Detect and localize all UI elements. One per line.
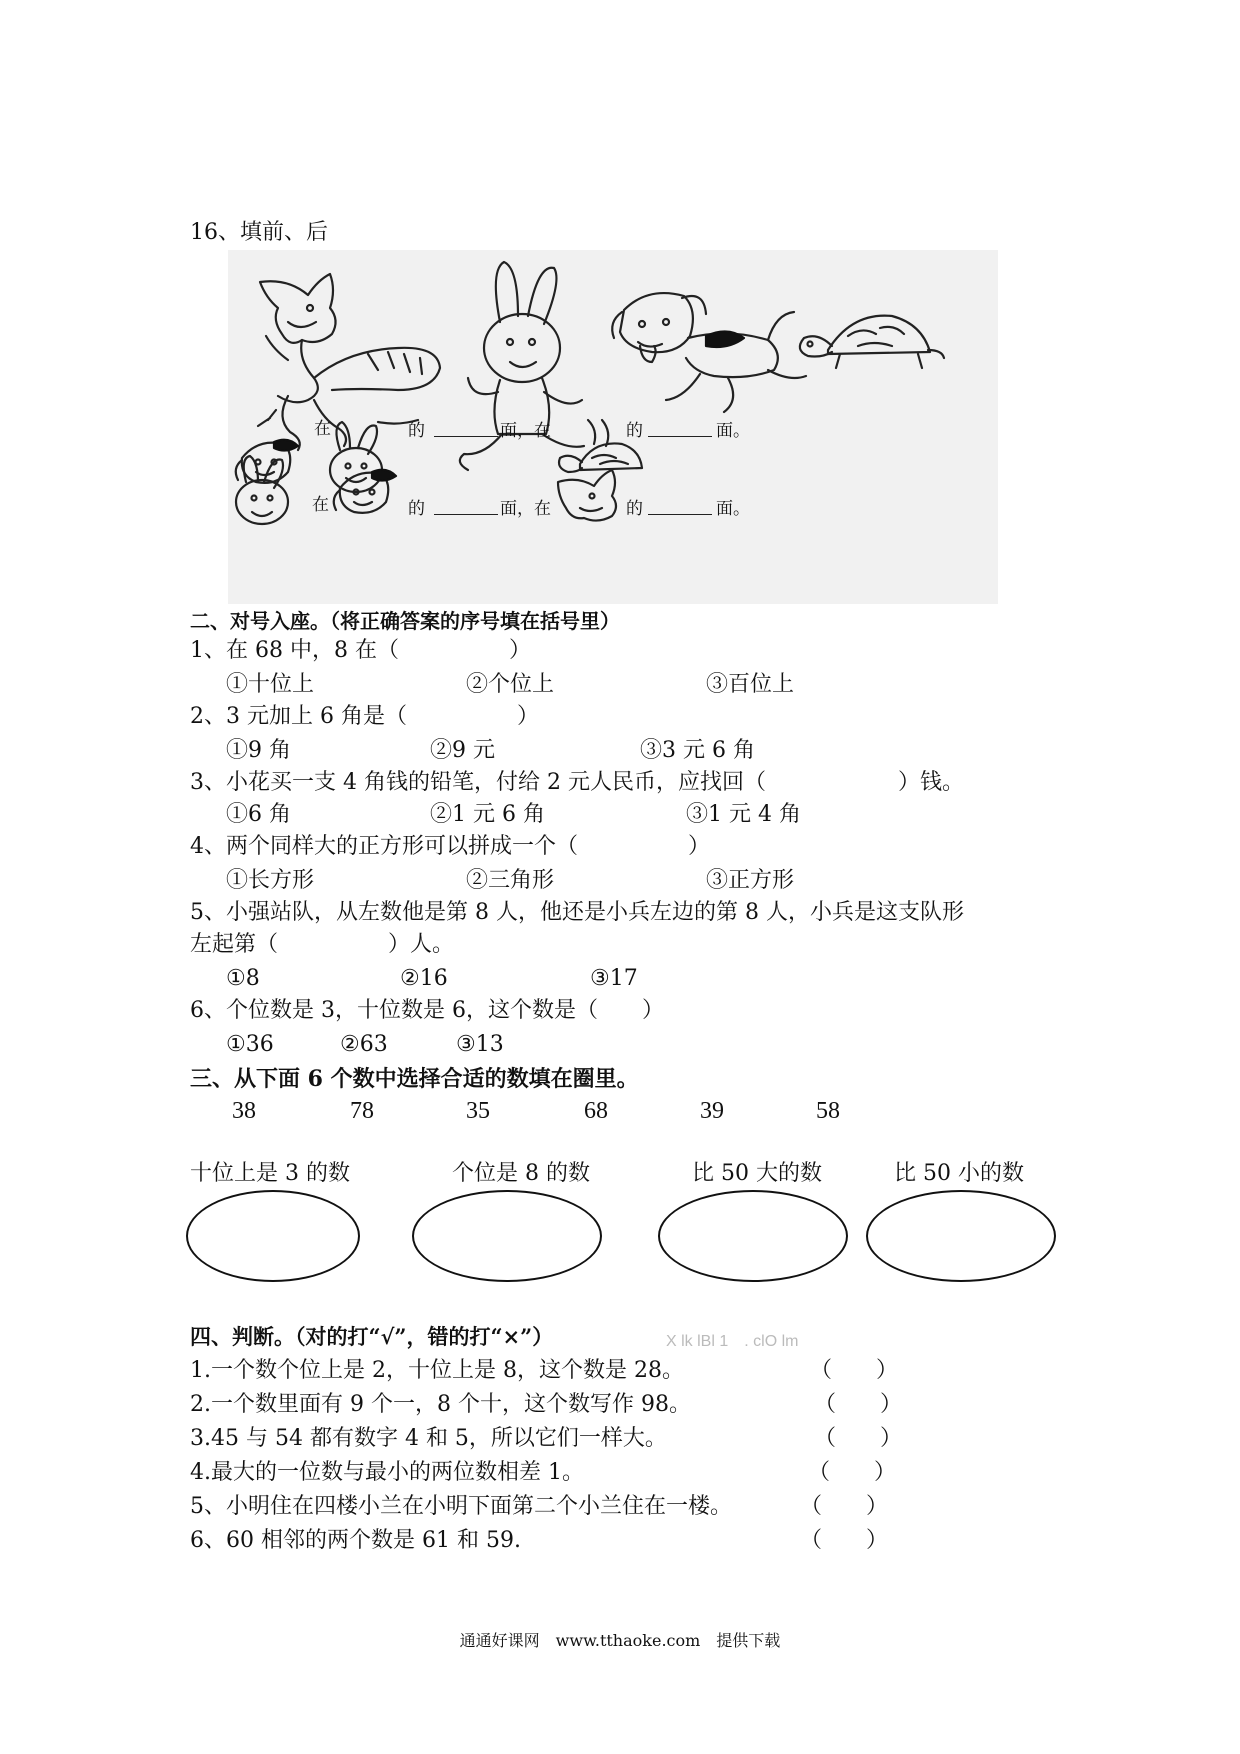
section3-heading: 三、从下面 6 个数中选择合适的数填在圈里。	[190, 1066, 639, 1092]
line2-blank-2[interactable]	[648, 514, 712, 515]
number-item: 78	[350, 1098, 374, 1124]
s2-q2-stem: 2、3 元加上 6 角是（ ）	[190, 704, 539, 729]
turtle-icon	[800, 316, 944, 368]
row2-rabbit-icon	[236, 456, 288, 524]
animals-drawing	[228, 250, 998, 604]
s2-q2-opt2[interactable]: ②9 元	[430, 738, 495, 763]
category-tens-3: 十位上是 3 的数	[190, 1161, 350, 1186]
answer-circle-lt-50[interactable]	[866, 1190, 1056, 1282]
section2-heading: 二、对号入座。（将正确答案的序号填在括号里）	[190, 609, 620, 633]
category-lt-50: 比 50 小的数	[894, 1161, 1024, 1186]
category-gt-50: 比 50 大的数	[692, 1161, 822, 1186]
s2-q5-stem: 5、小强站队，从左数他是第 8 人，他还是小兵左边的第 8 人，小兵是这支队形	[190, 900, 964, 925]
line2-de2: 的	[626, 499, 643, 519]
s4-item-5: 5、小明住在四楼小兰在小明下面第二个小兰住在一楼。	[190, 1494, 732, 1519]
s2-q2-opt1[interactable]: ①9 角	[226, 738, 291, 763]
line2-blank-1[interactable]	[434, 514, 498, 515]
s2-q1-opt1[interactable]: ①十位上	[226, 672, 315, 697]
s4-item-3: 3.45 与 54 都有数字 4 和 5，所以它们一样大。	[190, 1426, 667, 1451]
s4-item-4-bracket[interactable]: （ ）	[808, 1460, 897, 1485]
s2-q5-opt1[interactable]: ①8	[226, 966, 260, 991]
row1-turtle-icon	[559, 443, 642, 472]
section4-heading: 四、判断。（对的打“√”，错的打“×”）	[190, 1324, 554, 1349]
s2-q1-stem: 1、在 68 中，8 在（ ）	[190, 638, 531, 663]
s2-q5-opt2[interactable]: ②16	[400, 966, 448, 991]
answer-circle-gt-50[interactable]	[658, 1190, 848, 1282]
answer-circle-tens-3[interactable]	[186, 1190, 360, 1282]
number-item: 35	[466, 1098, 490, 1124]
s4-item-6: 6、60 相邻的两个数是 61 和 59.	[190, 1528, 521, 1553]
s2-q5-opt3[interactable]: ③17	[590, 966, 638, 991]
line1-zai: 在	[314, 419, 331, 439]
s2-q1-opt2[interactable]: ②个位上	[466, 672, 555, 697]
category-ones-8: 个位是 8 的数	[452, 1161, 590, 1186]
s2-q6-stem: 6、个位数是 3，十位数是 6，这个数是（ ）	[190, 998, 664, 1023]
number-item: 38	[232, 1098, 256, 1124]
s2-q6-opt1[interactable]: ①36	[226, 1032, 274, 1057]
s2-q5-stem2: 左起第（ ）人。	[190, 932, 455, 957]
line1-de1: 的	[408, 421, 425, 441]
number-item: 39	[700, 1098, 724, 1124]
line1-mian-end: 面。	[716, 421, 750, 441]
line1-de2: 的	[626, 421, 643, 441]
q16-illustration	[228, 250, 998, 604]
s2-q6-opt2[interactable]: ②63	[340, 1032, 388, 1057]
s2-q6-opt3[interactable]: ③13	[456, 1032, 504, 1057]
s4-item-6-bracket[interactable]: （ ）	[800, 1528, 889, 1553]
s2-q1-opt3[interactable]: ③百位上	[706, 672, 795, 697]
row1-rabbit-icon	[330, 422, 382, 492]
s2-q4-stem: 4、两个同样大的正方形可以拼成一个（ ）	[190, 834, 710, 859]
s2-q2-opt3[interactable]: ③3 元 6 角	[640, 738, 755, 763]
line2-de1: 的	[408, 499, 425, 519]
line2-mian-zai: 面，在	[500, 499, 551, 519]
s2-q4-opt1[interactable]: ①长方形	[226, 868, 315, 893]
s4-item-2: 2.一个数里面有 9 个一，8 个十，这个数写作 98。	[190, 1392, 691, 1417]
s2-q3-stem: 3、小花买一支 4 角钱的铅笔，付给 2 元人民币，应找回（ ）钱。	[190, 770, 964, 795]
s4-item-4: 4.最大的一位数与最小的两位数相差 1。	[190, 1460, 584, 1485]
row2-fox-icon	[558, 470, 616, 521]
s4-item-1-bracket[interactable]: （ ）	[810, 1358, 899, 1383]
dog-icon	[612, 293, 806, 412]
s2-q4-opt3[interactable]: ③正方形	[706, 868, 795, 893]
footer-credit: 通通好课网 www.tthaoke.com 提供下载	[459, 1631, 781, 1650]
s4-item-3-bracket[interactable]: （ ）	[814, 1426, 903, 1451]
line1-blank-2[interactable]	[648, 436, 712, 437]
number-item: 58	[816, 1098, 840, 1124]
line1-blank-1[interactable]	[434, 436, 498, 437]
number-item: 68	[584, 1098, 608, 1124]
q16-title: 16、填前、后	[190, 220, 328, 245]
section4-heading-noise: X lk lBl 1 . clO lm	[666, 1333, 799, 1350]
s2-q3-opt1[interactable]: ①6 角	[226, 802, 291, 827]
s4-item-1: 1.一个数个位上是 2，十位上是 8，这个数是 28。	[190, 1358, 684, 1383]
s2-q3-opt2[interactable]: ②1 元 6 角	[430, 802, 545, 827]
line1-mian-zai: 面，在	[500, 421, 551, 441]
s4-item-5-bracket[interactable]: （ ）	[800, 1494, 889, 1519]
answer-circle-ones-8[interactable]	[412, 1190, 602, 1282]
s2-q4-opt2[interactable]: ②三角形	[466, 868, 555, 893]
line2-zai: 在	[312, 495, 329, 515]
s4-item-2-bracket[interactable]: （ ）	[814, 1392, 903, 1417]
line2-mian-end: 面。	[716, 499, 750, 519]
s2-q3-opt3[interactable]: ③1 元 4 角	[686, 802, 801, 827]
